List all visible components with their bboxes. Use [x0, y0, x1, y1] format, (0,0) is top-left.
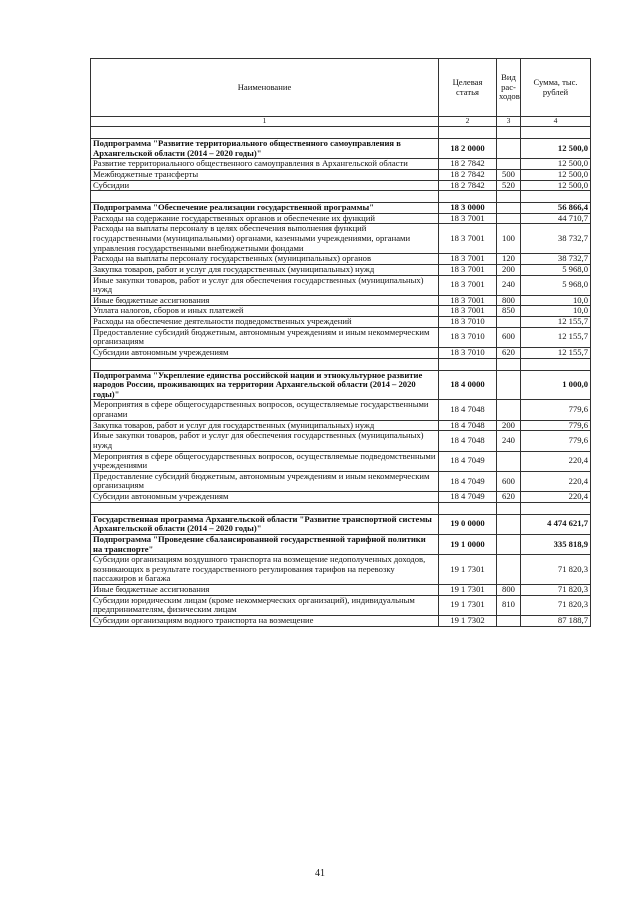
- row-article: 18 3 7001: [439, 254, 497, 265]
- row-kind: 800: [497, 295, 521, 306]
- row-sum: 12 500,0: [521, 159, 591, 170]
- spacer-cell: [439, 191, 497, 203]
- row-article: 18 2 7842: [439, 180, 497, 191]
- row-kind: 600: [497, 327, 521, 347]
- row-name: Субсидии организациям водного транспорта на возмещение: [91, 615, 439, 626]
- row-article: 18 3 7001: [439, 295, 497, 306]
- table-row: [91, 451, 591, 471]
- row-name: Уплата налогов, сборов и иных платежей: [91, 306, 439, 317]
- spacer-cell: [521, 502, 591, 514]
- row-article: 18 2 0000: [439, 139, 497, 159]
- page-number: 41: [315, 868, 325, 879]
- row-kind: 240: [497, 275, 521, 295]
- row-kind: [497, 203, 521, 214]
- spacer-cell: [439, 127, 497, 139]
- table-row: [91, 169, 591, 180]
- header-sum: Сумма, тыс. рублей: [521, 59, 591, 117]
- table-row: [91, 420, 591, 431]
- row-sum: 71 820,3: [521, 585, 591, 596]
- row-kind: [497, 615, 521, 626]
- row-article: 18 4 0000: [439, 370, 497, 400]
- row-sum: 12 155,7: [521, 347, 591, 358]
- row-name: Иные закупки товаров, работ и услуг для обеспечения государственных (муниципальных) нужд: [91, 431, 439, 451]
- row-name: Расходы на выплаты персоналу в целях обеспечения выполнения функций государственными (муниципальными) органами, казенными учреждениями, органами управления государственными внебюджетными фондами: [91, 224, 439, 254]
- table-row: [91, 431, 591, 451]
- row-kind: 500: [497, 169, 521, 180]
- table-row: [91, 317, 591, 328]
- table-header-row: [91, 59, 591, 117]
- row-name: Мероприятия в сфере общегосударственных вопросов, осуществляемые государственными органами: [91, 400, 439, 420]
- row-kind: [497, 317, 521, 328]
- row-kind: [497, 139, 521, 159]
- row-sum: 10,0: [521, 295, 591, 306]
- column-numbers-row: [91, 117, 591, 127]
- row-sum: 335 818,9: [521, 534, 591, 554]
- spacer-cell: [91, 358, 439, 370]
- row-kind: [497, 514, 521, 534]
- row-sum: 10,0: [521, 306, 591, 317]
- spacer-cell: [521, 127, 591, 139]
- program-row: [91, 534, 591, 554]
- table-row: [91, 180, 591, 191]
- row-kind: [497, 534, 521, 554]
- row-kind: [497, 213, 521, 224]
- table-row: [91, 347, 591, 358]
- row-article: 18 3 7001: [439, 275, 497, 295]
- row-sum: 12 155,7: [521, 327, 591, 347]
- spacer-row: [91, 127, 591, 139]
- table-row: [91, 471, 591, 491]
- row-kind: 120: [497, 254, 521, 265]
- row-article: 18 2 7842: [439, 169, 497, 180]
- row-article: 19 1 7301: [439, 555, 497, 585]
- row-kind: 800: [497, 585, 521, 596]
- table-row: [91, 585, 591, 596]
- table-row: [91, 595, 591, 615]
- row-name: Расходы на содержание государственных органов и обеспечение их функций: [91, 213, 439, 224]
- row-name: Предоставление субсидий бюджетным, автономным учреждениям и иным некоммерческим организациям: [91, 471, 439, 491]
- spacer-row: [91, 502, 591, 514]
- spacer-cell: [497, 191, 521, 203]
- row-kind: 810: [497, 595, 521, 615]
- row-sum: 38 732,7: [521, 224, 591, 254]
- table-row: [91, 615, 591, 626]
- row-article: 18 3 0000: [439, 203, 497, 214]
- spacer-cell: [497, 127, 521, 139]
- program-row: [91, 139, 591, 159]
- row-article: 18 3 7010: [439, 327, 497, 347]
- row-name: Иные закупки товаров, работ и услуг для обеспечения государственных (муниципальных) нужд: [91, 275, 439, 295]
- row-sum: 5 968,0: [521, 275, 591, 295]
- row-name: Подпрограмма "Укрепление единства российской нации и этнокультурное развитие народов России, проживающих на территории Архангельской области (2014 – 2020 годы)": [91, 370, 439, 400]
- column-number: 1: [91, 117, 439, 127]
- row-kind: 600: [497, 471, 521, 491]
- table-row: [91, 224, 591, 254]
- row-name: Мероприятия в сфере общегосударственных вопросов, осуществляемые подведомственными учреждениями: [91, 451, 439, 471]
- row-name: Иные бюджетные ассигнования: [91, 295, 439, 306]
- table-row: [91, 295, 591, 306]
- spacer-row: [91, 358, 591, 370]
- program-row: [91, 514, 591, 534]
- row-name: Субсидии автономным учреждениям: [91, 492, 439, 503]
- row-article: 18 4 7048: [439, 431, 497, 451]
- row-kind: [497, 159, 521, 170]
- row-article: 18 3 7001: [439, 213, 497, 224]
- row-name: Иные бюджетные ассигнования: [91, 585, 439, 596]
- row-sum: 779,6: [521, 420, 591, 431]
- row-sum: 4 474 621,7: [521, 514, 591, 534]
- row-article: 19 1 7301: [439, 585, 497, 596]
- row-name: Расходы на обеспечение деятельности подведомственных учреждений: [91, 317, 439, 328]
- row-name: Подпрограмма "Развитие территориального общественного самоуправления в Архангельской области (2014 – 2020 годы)": [91, 139, 439, 159]
- table-row: [91, 492, 591, 503]
- budget-table: [90, 58, 591, 627]
- row-article: 19 1 7301: [439, 595, 497, 615]
- row-kind: 240: [497, 431, 521, 451]
- spacer-cell: [497, 502, 521, 514]
- row-article: 18 3 7010: [439, 317, 497, 328]
- row-sum: 779,6: [521, 400, 591, 420]
- row-name: Межбюджетные трансферты: [91, 169, 439, 180]
- row-sum: 5 968,0: [521, 264, 591, 275]
- row-article: 18 3 7010: [439, 347, 497, 358]
- table-row: [91, 400, 591, 420]
- spacer-cell: [91, 191, 439, 203]
- row-sum: 12 500,0: [521, 139, 591, 159]
- program-row: [91, 370, 591, 400]
- program-row: [91, 203, 591, 214]
- row-article: 18 3 7001: [439, 306, 497, 317]
- row-name: Закупка товаров, работ и услуг для государственных (муниципальных) нужд: [91, 264, 439, 275]
- row-sum: 87 188,7: [521, 615, 591, 626]
- row-article: 18 3 7001: [439, 224, 497, 254]
- row-name: Подпрограмма "Проведение сбалансированной государственной тарифной политики на транспорте": [91, 534, 439, 554]
- row-sum: 779,6: [521, 431, 591, 451]
- column-number: 4: [521, 117, 591, 127]
- column-number: 3: [497, 117, 521, 127]
- table-row: [91, 327, 591, 347]
- row-sum: 56 866,4: [521, 203, 591, 214]
- row-kind: 100: [497, 224, 521, 254]
- row-name: Субсидии юридическим лицам (кроме некоммерческих организаций), индивидуальным предпринимателям, физическим лицам: [91, 595, 439, 615]
- row-sum: 1 000,0: [521, 370, 591, 400]
- spacer-cell: [439, 358, 497, 370]
- row-article: 18 4 7048: [439, 420, 497, 431]
- row-article: 18 4 7049: [439, 471, 497, 491]
- row-article: 19 1 7302: [439, 615, 497, 626]
- row-kind: 520: [497, 180, 521, 191]
- row-sum: 71 820,3: [521, 595, 591, 615]
- row-name: Субсидии организациям воздушного транспорта на возмещение недополученных доходов, возникающих в результате государственного регулирования тарифов на перевозку пассажиров и багажа: [91, 555, 439, 585]
- row-kind: [497, 370, 521, 400]
- row-name: Закупка товаров, работ и услуг для государственных (муниципальных) нужд: [91, 420, 439, 431]
- row-kind: [497, 400, 521, 420]
- table-row: [91, 264, 591, 275]
- row-name: Государственная программа Архангельской области "Развитие транспортной системы Архангельской области (2014 – 2020 годы)": [91, 514, 439, 534]
- row-sum: 38 732,7: [521, 254, 591, 265]
- row-name: Расходы на выплаты персоналу государственных (муниципальных) органов: [91, 254, 439, 265]
- row-name: Развитие территориального общественного самоуправления в Архангельской области: [91, 159, 439, 170]
- spacer-cell: [439, 502, 497, 514]
- table-row: [91, 306, 591, 317]
- row-kind: [497, 451, 521, 471]
- header-kind: Вид рас-ходов: [497, 59, 521, 117]
- row-kind: 200: [497, 264, 521, 275]
- row-name: Субсидии: [91, 180, 439, 191]
- row-kind: 850: [497, 306, 521, 317]
- row-sum: 220,4: [521, 471, 591, 491]
- header-article: Целевая статья: [439, 59, 497, 117]
- row-article: 18 4 7049: [439, 451, 497, 471]
- row-article: 18 2 7842: [439, 159, 497, 170]
- table-row: [91, 275, 591, 295]
- row-sum: 12 500,0: [521, 180, 591, 191]
- spacer-cell: [521, 191, 591, 203]
- row-sum: 12 500,0: [521, 169, 591, 180]
- row-article: 18 3 7001: [439, 264, 497, 275]
- table-body: [91, 59, 591, 627]
- spacer-cell: [91, 127, 439, 139]
- row-article: 18 4 7048: [439, 400, 497, 420]
- row-article: 18 4 7049: [439, 492, 497, 503]
- spacer-row: [91, 191, 591, 203]
- column-number: 2: [439, 117, 497, 127]
- row-name: Субсидии автономным учреждениям: [91, 347, 439, 358]
- row-sum: 44 710,7: [521, 213, 591, 224]
- row-sum: 71 820,3: [521, 555, 591, 585]
- table-row: [91, 213, 591, 224]
- row-sum: 220,4: [521, 492, 591, 503]
- table-row: [91, 555, 591, 585]
- row-kind: 620: [497, 492, 521, 503]
- row-kind: 620: [497, 347, 521, 358]
- row-kind: 200: [497, 420, 521, 431]
- spacer-cell: [521, 358, 591, 370]
- header-name: Наименование: [91, 59, 439, 117]
- row-article: 19 1 0000: [439, 534, 497, 554]
- row-name: Предоставление субсидий бюджетным, автономным учреждениям и иным некоммерческим организациям: [91, 327, 439, 347]
- row-name: Подпрограмма "Обеспечение реализации государственной программы": [91, 203, 439, 214]
- spacer-cell: [91, 502, 439, 514]
- row-kind: [497, 555, 521, 585]
- row-sum: 12 155,7: [521, 317, 591, 328]
- row-article: 19 0 0000: [439, 514, 497, 534]
- table-row: [91, 159, 591, 170]
- row-sum: 220,4: [521, 451, 591, 471]
- table-row: [91, 254, 591, 265]
- spacer-cell: [497, 358, 521, 370]
